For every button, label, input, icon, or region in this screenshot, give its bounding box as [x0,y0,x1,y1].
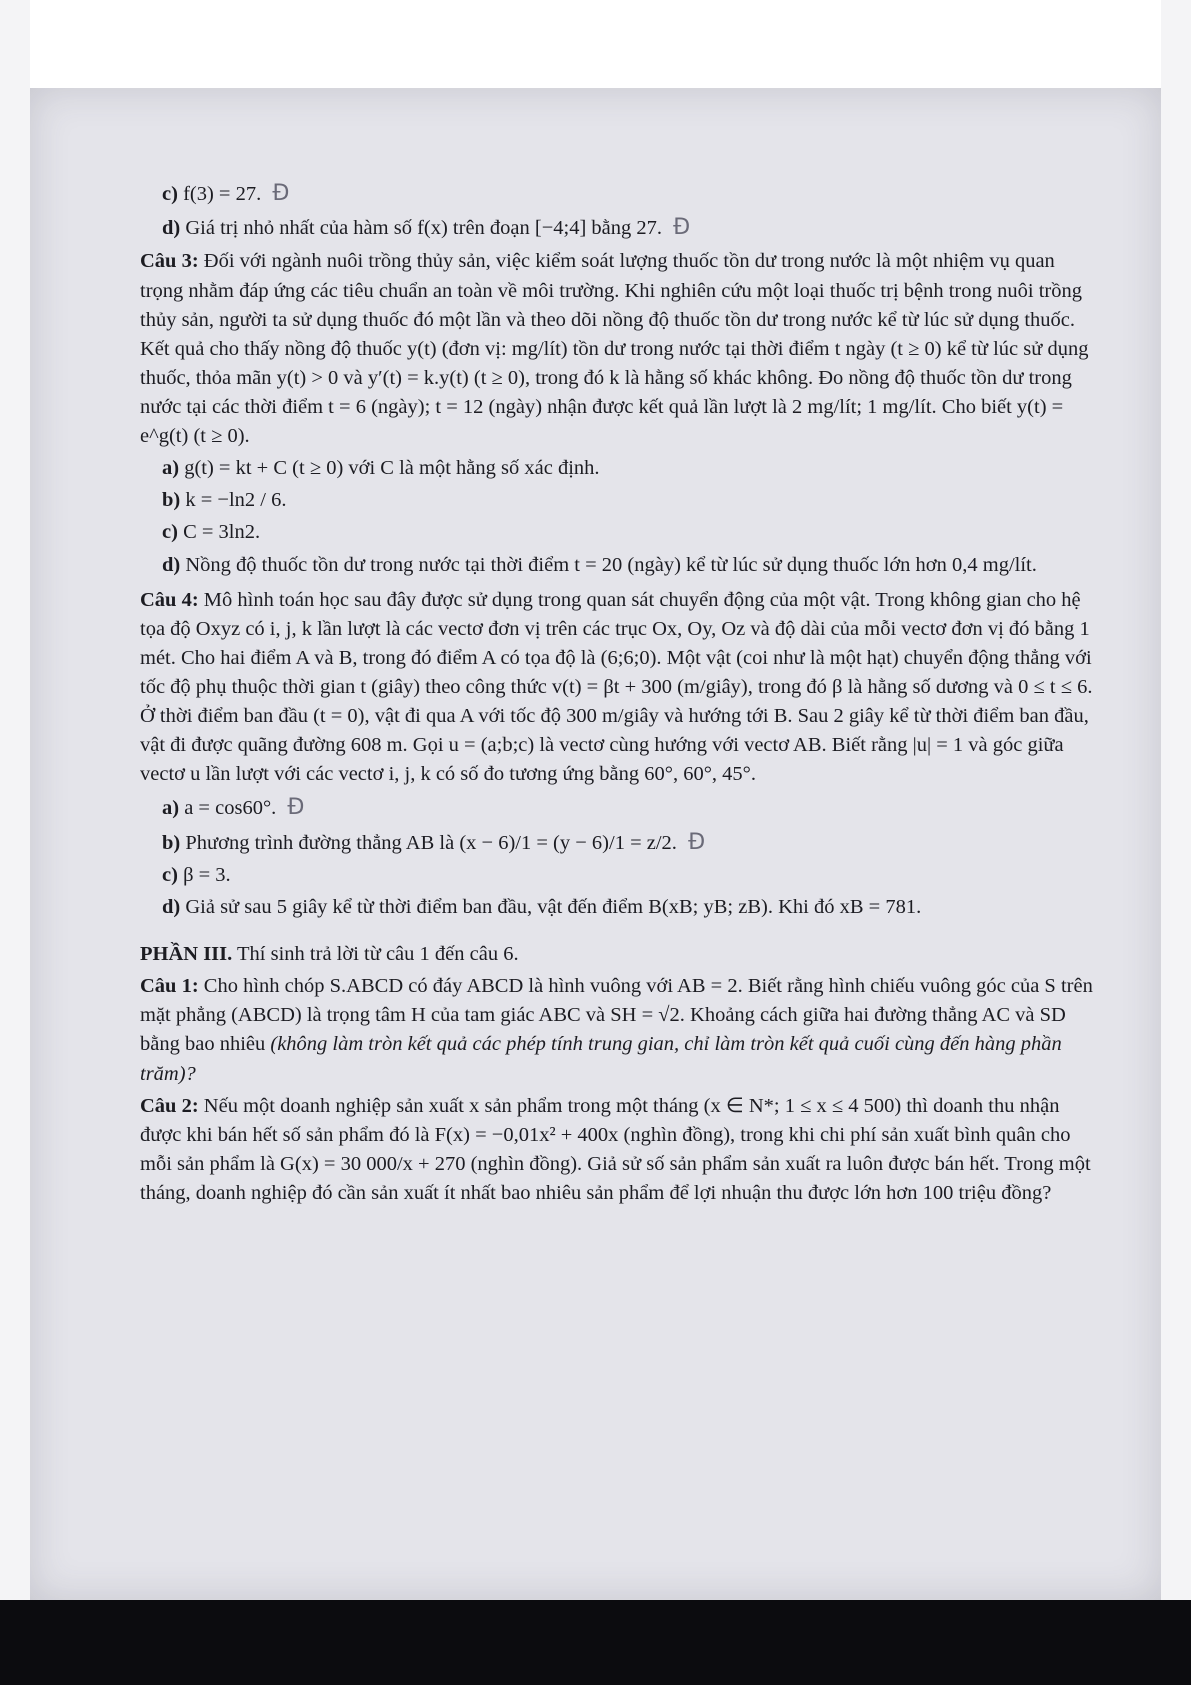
cau4-item-a: a) a = cos60°. Đ [162,795,305,821]
page-content [140,178,1100,1211]
cau3-item-b: b) k = −ln2 / 6. [162,489,287,512]
photo-background-right [1161,0,1191,1600]
handwritten-true-mark: Đ [272,181,290,206]
cau4-item-b: b) Phương trình đường thẳng AB là (x − 6)/1 = (y − 6)/1 = z/2. Đ [162,829,706,855]
p3-cau2-title: Câu 2: [140,1094,199,1117]
handwritten-true-mark: Đ [688,829,706,855]
cau3-title: Câu 3: [140,250,199,273]
p3-cau2-question [140,1092,1100,1208]
p3-cau1-body: Cho hình chóp S.ABCD có đáy ABCD là hình vuông với AB = 2. Biết rằng hình chiếu vuông góc của S trên mặt phẳng (ABCD) là trọng tâm H của tam giác ABC và SH = √2. Khoảng cách giữa hai đường thẳng AC và SD bằng bao nhiêu [140,975,1093,1056]
photo-bottom-edge [0,1600,1191,1685]
part3-title: PHẦN III. [140,943,233,966]
p3-cau1-question [140,972,1100,1088]
cau4-question [140,586,1100,790]
p2-item-c: c) f(3) = 27. Đ [162,181,290,206]
part3-intro: Thí sinh trả lời từ câu 1 đến câu 6. [237,943,519,966]
cau4-item-d: d) Giả sử sau 5 giây kể từ thời điểm ban đầu, vật đến điểm B(xB; yB; zB). Khi đó xB = 781. [162,896,922,919]
part3-heading [140,940,1100,969]
p3-cau1-note: (không làm tròn kết quả các phép tính trung gian, chỉ làm tròn kết quả cuối cùng đến hàng phần trăm)? [140,1033,1062,1085]
p3-cau1-title: Câu 1: [140,975,199,998]
cau3-item-a: a) g(t) = kt + C (t ≥ 0) với C là một hằng số xác định. [162,457,600,480]
p3-cau2-body: Nếu một doanh nghiệp sản xuất x sản phẩm trong một tháng (x ∈ N*; 1 ≤ x ≤ 4 500) thì doanh thu nhận được khi bán hết số sản phẩm đó là F(x) = −0,01x² + 400x (nghìn đồng), trong khi chi phí sản xuất bình quân cho mỗi sản phẩm là G(x) = 30 000/x + 270 (nghìn đồng). Giả sử số sản phẩm sản xuất ra luôn được bán hết. Trong một tháng, doanh nghiệp đó cần sản xuất ít nhất bao nhiêu sản phẩm để lợi nhuận thu được lớn hơn 100 triệu đồng? [140,1094,1091,1204]
cau4-title: Câu 4: [140,588,199,611]
cau4-item-c: c) β = 3. [162,863,231,886]
handwritten-true-mark: Đ [673,215,691,241]
handwritten-true-mark: Đ [287,795,305,821]
exam-page [30,88,1161,1600]
cau3-body: Đối với ngành nuôi trồng thủy sản, việc kiểm soát lượng thuốc tồn dư trong nước là một nhiệm vụ quan trọng nhằm đáp ứng các tiêu chuẩn an toàn về môi trường. Khi nghiên cứu một loại thuốc trị bệnh trong nuôi trồng thủy sản, người ta sử dụng thuốc đó một lần và theo dõi nồng độ thuốc tồn dư trong nước kể từ lúc sử dụng thuốc. Kết quả cho thấy nồng độ thuốc y(t) (đơn vị: mg/lít) tồn dư trong nước tại thời điểm t ngày (t ≥ 0) kể từ lúc sử dụng thuốc, thỏa mãn y(t) > 0 và y′(t) = k.y(t) (t ≥ 0), trong đó k là hằng số khác không. Đo nồng độ thuốc tồn dư trong nước tại các thời điểm t = 6 (ngày); t = 12 (ngày) nhận được kết quả lần lượt là 2 mg/lít; 1 mg/lít. Cho biết y(t) = e^g(t) (t ≥ 0). [140,250,1089,448]
cau3-question [140,247,1100,451]
p2-item-d: d) Giá trị nhỏ nhất của hàm số f(x) trên đoạn [−4;4] bằng 27. Đ [162,215,691,241]
cau4-body: Mô hình toán học sau đây được sử dụng trong quan sát chuyển động của một vật. Trong không gian cho hệ tọa độ Oxyz có i, j, k lần lượt là các vectơ đơn vị trên các trục Ox, Oy, Oz và độ dài của mỗi vectơ đơn vị đó bằng 1 mét. Cho hai điểm A và B, trong đó điểm A có tọa độ là (6;6;0). Một vật (coi như là một hạt) chuyển động thẳng với tốc độ phụ thuộc thời gian t (giây) theo công thức v(t) = βt + 300 (m/giây), trong đó β là hằng số dương và 0 ≤ t ≤ 6. Ở thời điểm ban đầu (t = 0), vật đi qua A với tốc độ 300 m/giây và hướng tới B. Sau 2 giây kể từ thời điểm ban đầu, vật đi được quãng đường 608 m. Gọi u = (a;b;c) là vectơ cùng hướng với vectơ AB. Biết rằng |u| = 1 và góc giữa vectơ u lần lượt với các vectơ i, j, k có số đo tương ứng bằng 60°, 60°, 45°. [140,588,1093,786]
cau3-item-d: d) Nồng độ thuốc tồn dư trong nước tại thời điểm t = 20 (ngày) kể từ lúc sử dụng thuốc lớn hơn 0,4 mg/lít. [162,553,1037,576]
photo-background-left [0,0,30,1600]
cau3-item-c: c) C = 3ln2. [162,521,261,544]
